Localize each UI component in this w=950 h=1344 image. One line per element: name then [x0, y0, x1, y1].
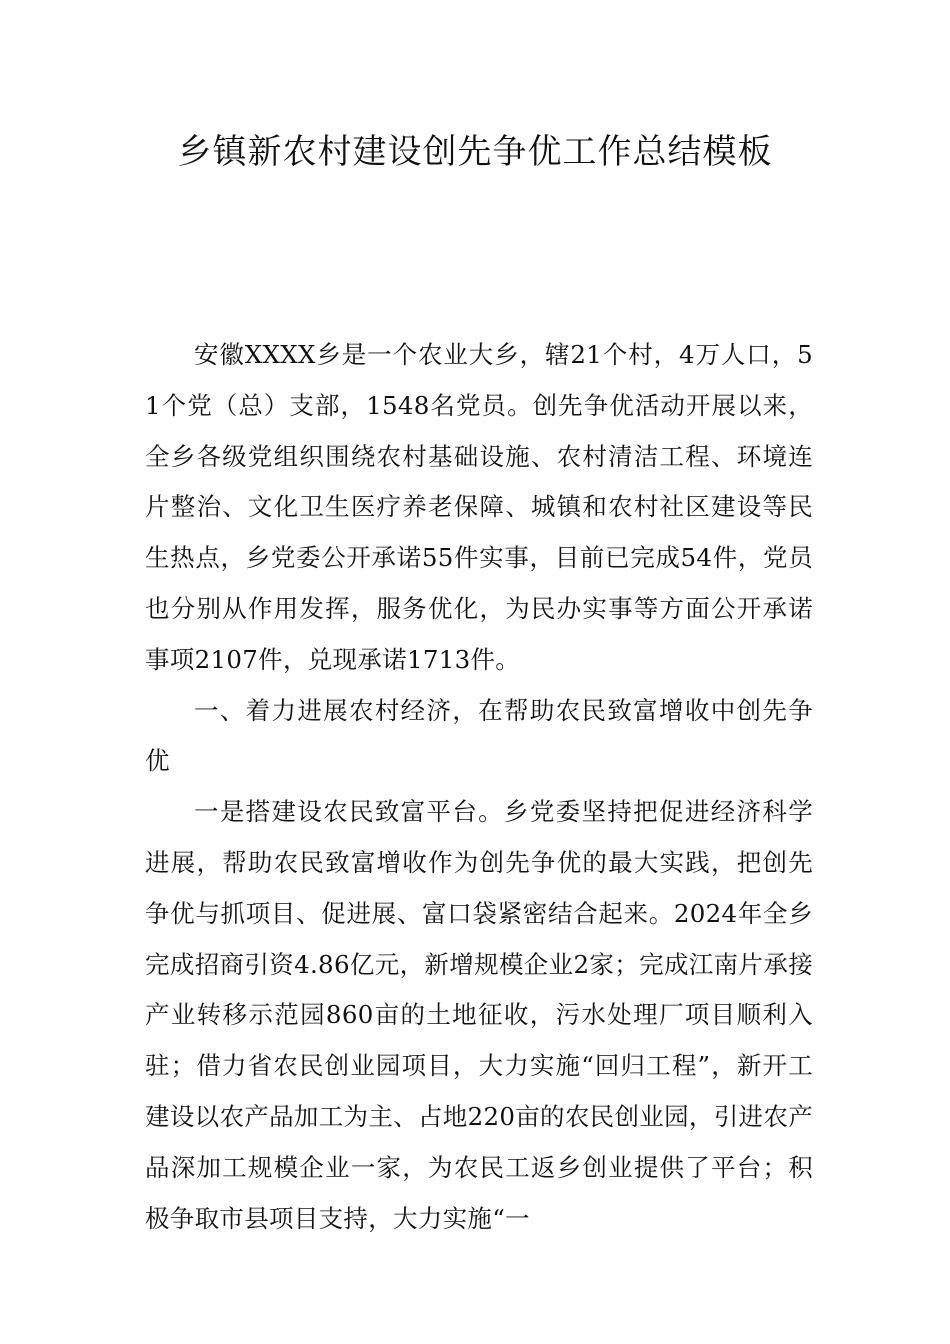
section-heading-1: 一、着力进展农村经济，在帮助农民致富增收中创先争优: [145, 695, 813, 776]
document-body: [145, 330, 813, 1244]
intro-paragraph: 安徽XXXX乡是一个农业大乡，辖21个村，4万人口，51个党（总）支部，1548名党员。创先争优活动开展以来，全乡各级党组织围绕农村基础设施、农村清洁工程、环境连片整治、文化卫生医疗养老保障、城镇和农村社区建设等民生热点，乡党委公开承诺55件实事，目前已完成54件，党员也分别从作用发挥，服务优化，为民办实事等方面公开承诺事项2107件，兑现承诺1713件。: [145, 340, 813, 674]
document-title: 乡镇新农村建设创先争优工作总结模板: [177, 132, 773, 172]
section-paragraph-1: 一是搭建设农民致富平台。乡党委坚持把促进经济科学进展，帮助农民致富增收作为创先争优的最大实践，把创先争优与抓项目、促进展、富口袋紧密结合起来。2024年全乡完成招商引资4.86亿元，新增规模企业2家；完成江南片承接产业转移示范园860亩的土地征收，污水处理厂项目顺利入驻；借力省农民创业园项目，大力实施“回归工程”，新开工建设以农产品加工为主、占地220亩的农民创业园，引进农产品深加工规模企业一家，为农民工返乡创业提供了平台；积极争取市县项目支持，大力实施“一: [145, 797, 813, 1233]
